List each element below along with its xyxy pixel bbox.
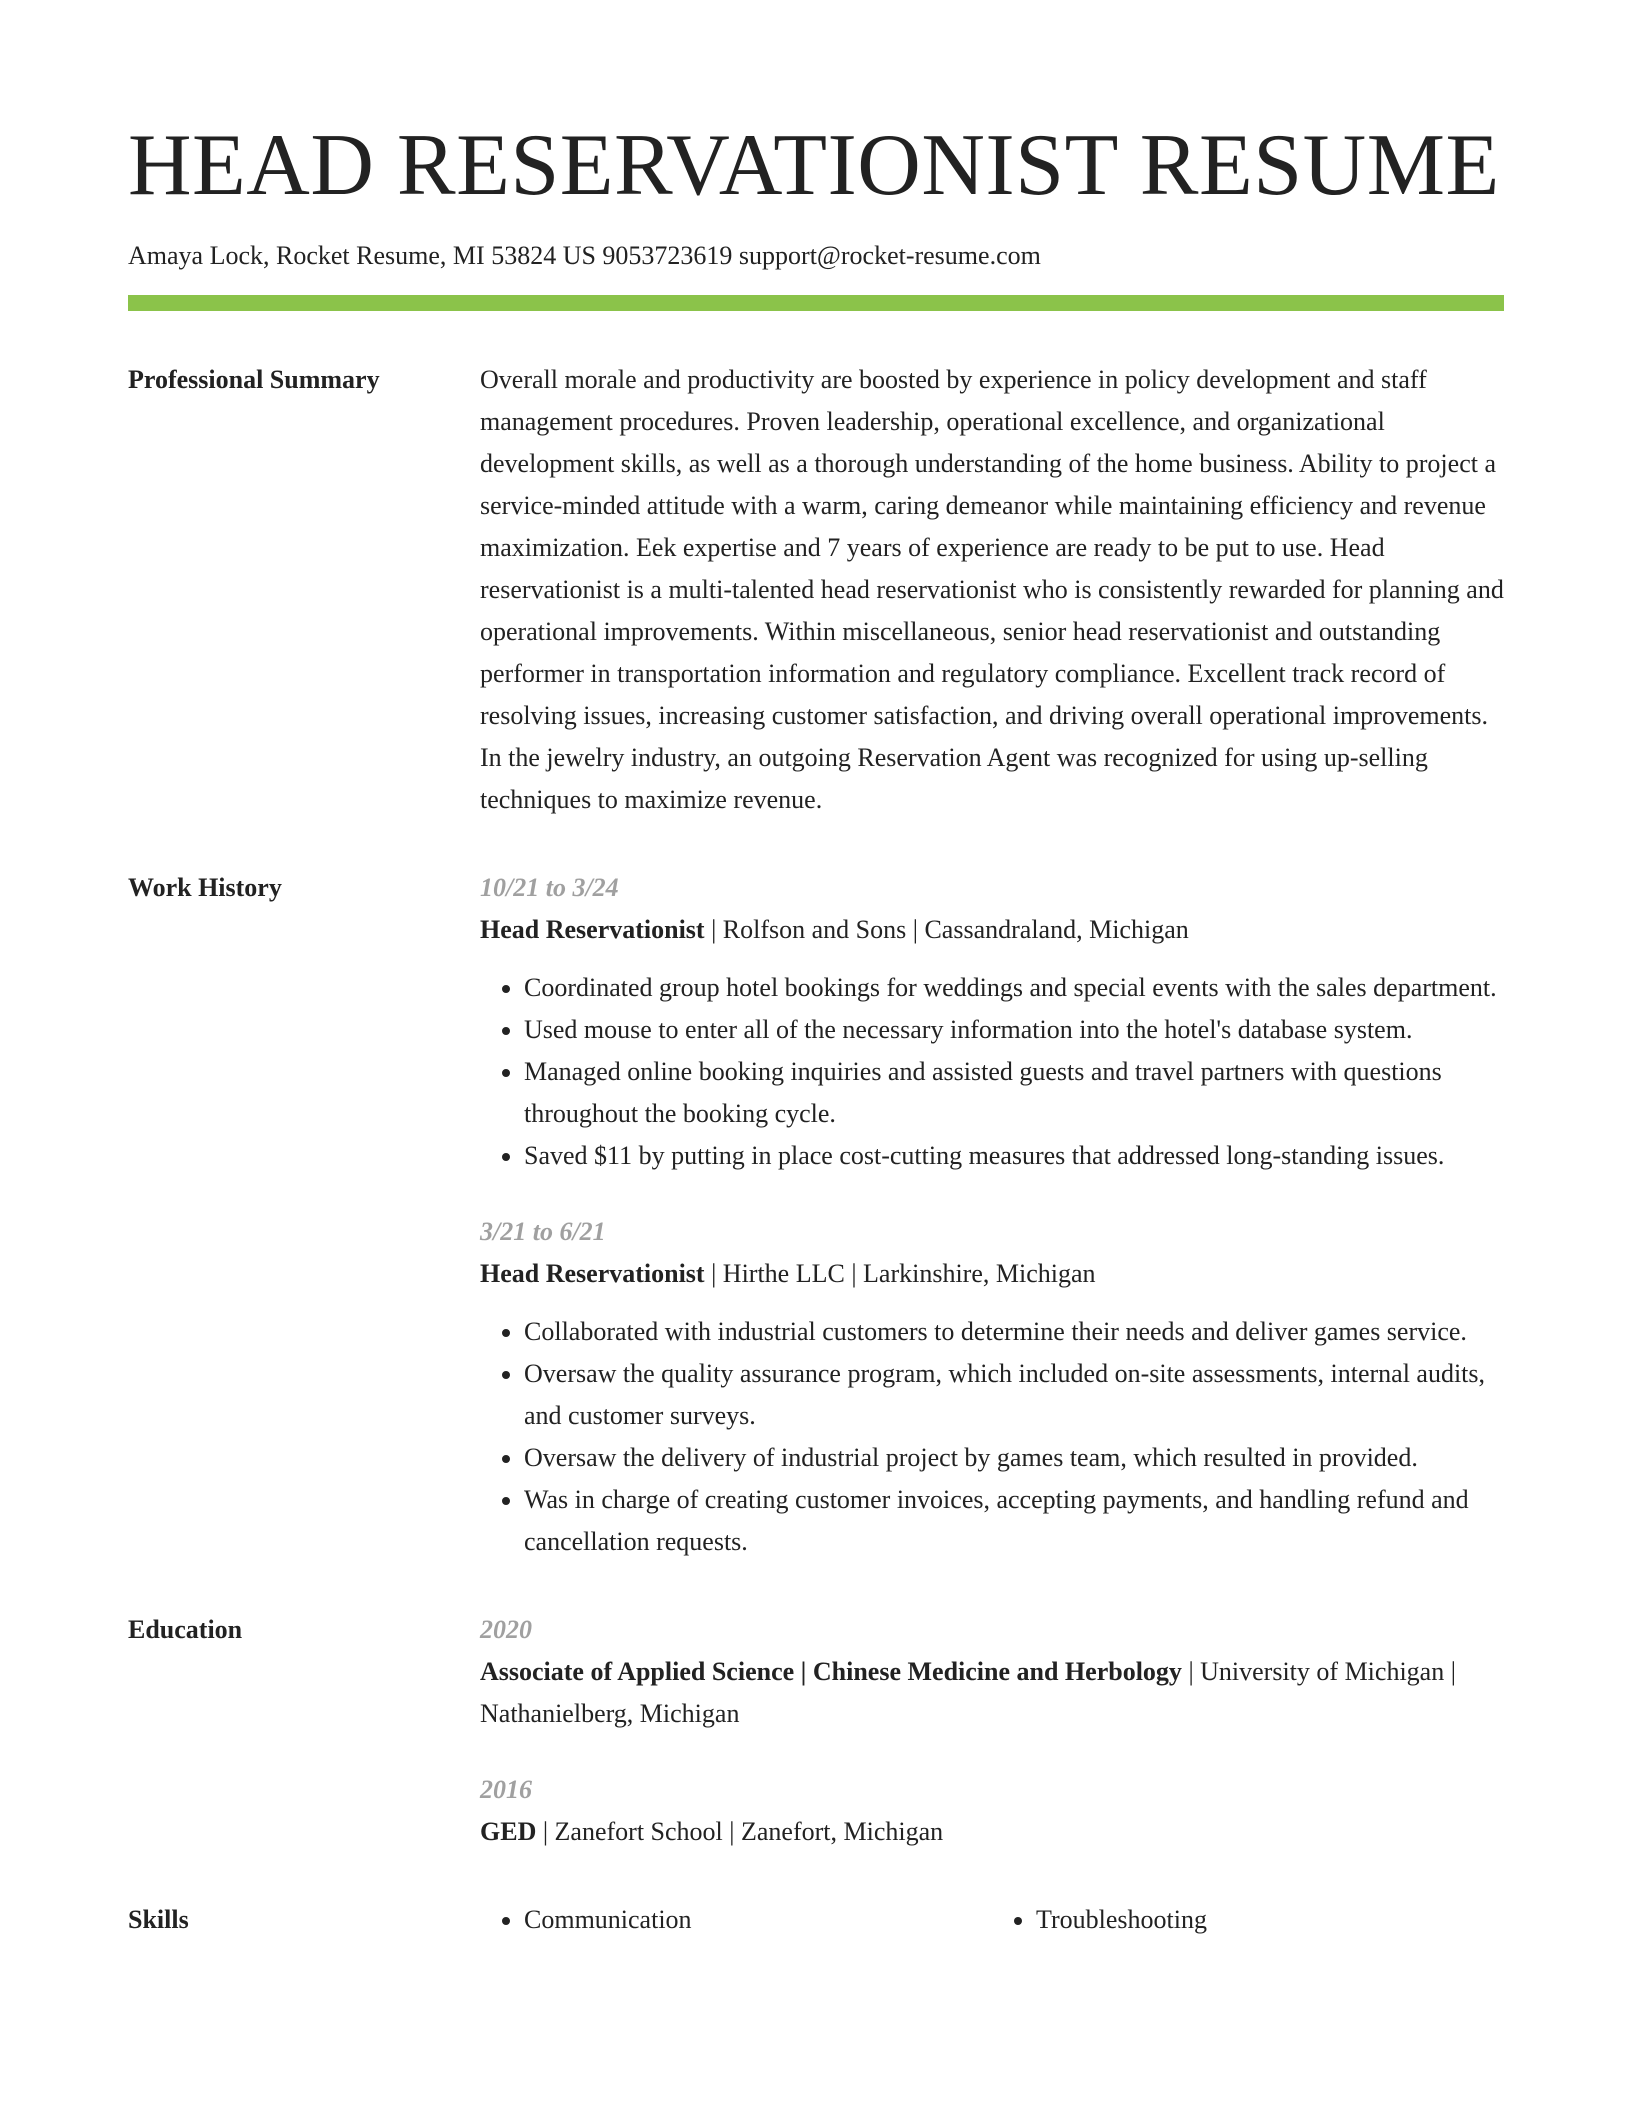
job-title: Head Reservationist (480, 914, 705, 944)
job-bullet: • Oversaw the delivery of industrial project by games team, which resulted in provided. (524, 1437, 1504, 1479)
job-company-location: | Rolfson and Sons | Cassandraland, Michigan (704, 914, 1189, 944)
skills-column (480, 1899, 992, 1941)
job-bullet: • Coordinated group hotel bookings for weddings and special events with the sales department. (524, 967, 1504, 1009)
education-degree: GED (480, 1816, 537, 1846)
skills-column (992, 1899, 1504, 1941)
job-bullet: • Used mouse to enter all of the necessary information into the hotel's database system. (524, 1009, 1504, 1051)
job-entry (480, 867, 1504, 1177)
education-year: 2020 (480, 1614, 532, 1644)
summary-heading: Professional Summary (128, 364, 380, 394)
job-bullets (480, 967, 1504, 1177)
job-title: Head Reservationist (480, 1258, 705, 1288)
education-school: | University of Michigan | Nathanielberg, Michigan (480, 1656, 1456, 1728)
education-line (480, 1811, 1504, 1853)
education-year: 2016 (480, 1774, 532, 1804)
skill-item: • Troubleshooting (1036, 1899, 1504, 1941)
summary-text: Overall morale and productivity are boosted by experience in policy development and staff management procedures. Proven leadership, operational excellence, and organizational development skills, as well as a thorough understanding of the home business. Ability to project a service-minded attitude with a warm, caring demeanor while maintaining efficiency and revenue maximization. Eek expertise and 7 years of experience are ready to be put to use. Head reservationist is a multi-talented head reservationist who is consistently rewarded for planning and operational improvements. Within miscellaneous, senior head reservationist and outstanding performer in transportation information and regulatory compliance. Excellent track record of resolving issues, increasing customer satisfaction, and driving overall operational improvements. In the jewelry industry, an outgoing Reservation Agent was recognized for using up-selling techniques to maximize revenue. (480, 364, 1504, 814)
education-entry (480, 1769, 1504, 1853)
contact-info: Amaya Lock, Rocket Resume, MI 53824 US 9053723619 support@rocket-resume.com (128, 240, 1041, 270)
education-degree: Associate of Applied Science | Chinese Medicine and Herbology (480, 1656, 1182, 1686)
skills-section (128, 1899, 1504, 1941)
education-school: | Zanefort School | Zanefort, Michigan (536, 1816, 944, 1846)
summary-section (128, 359, 1504, 821)
job-role-line (480, 909, 1504, 951)
resume-title: HEAD RESERVATIONIST RESUME (128, 117, 1500, 214)
education-section (128, 1609, 1504, 1853)
skills-heading: Skills (128, 1904, 189, 1934)
accent-divider (128, 295, 1504, 311)
job-company-location: | Hirthe LLC | Larkinshire, Michigan (704, 1258, 1096, 1288)
education-line (480, 1651, 1504, 1735)
job-bullet: • Was in charge of creating customer invoices, accepting payments, and handling refund and cancellation requests. (524, 1479, 1504, 1563)
job-bullets (480, 1311, 1504, 1563)
job-bullet: • Collaborated with industrial customers to determine their needs and deliver games service. (524, 1311, 1504, 1353)
skill-item: • Communication (524, 1899, 992, 1941)
job-bullet: • Managed online booking inquiries and assisted guests and travel partners with questions throughout the booking cycle. (524, 1051, 1504, 1135)
education-entry (480, 1609, 1504, 1735)
job-role-line (480, 1253, 1504, 1295)
job-dates: 10/21 to 3/24 (480, 872, 619, 902)
job-entry (480, 1211, 1504, 1563)
work-history-section (128, 867, 1504, 1563)
job-bullet: • Saved $11 by putting in place cost-cutting measures that addressed long-standing issues. (524, 1135, 1504, 1177)
work-history-heading: Work History (128, 872, 282, 902)
job-bullet: • Oversaw the quality assurance program, which included on-site assessments, internal audits, and customer surveys. (524, 1353, 1504, 1437)
education-heading: Education (128, 1614, 243, 1644)
job-dates: 3/21 to 6/21 (480, 1216, 606, 1246)
skills-grid (480, 1899, 1504, 1941)
resume-page (128, 118, 1504, 1941)
